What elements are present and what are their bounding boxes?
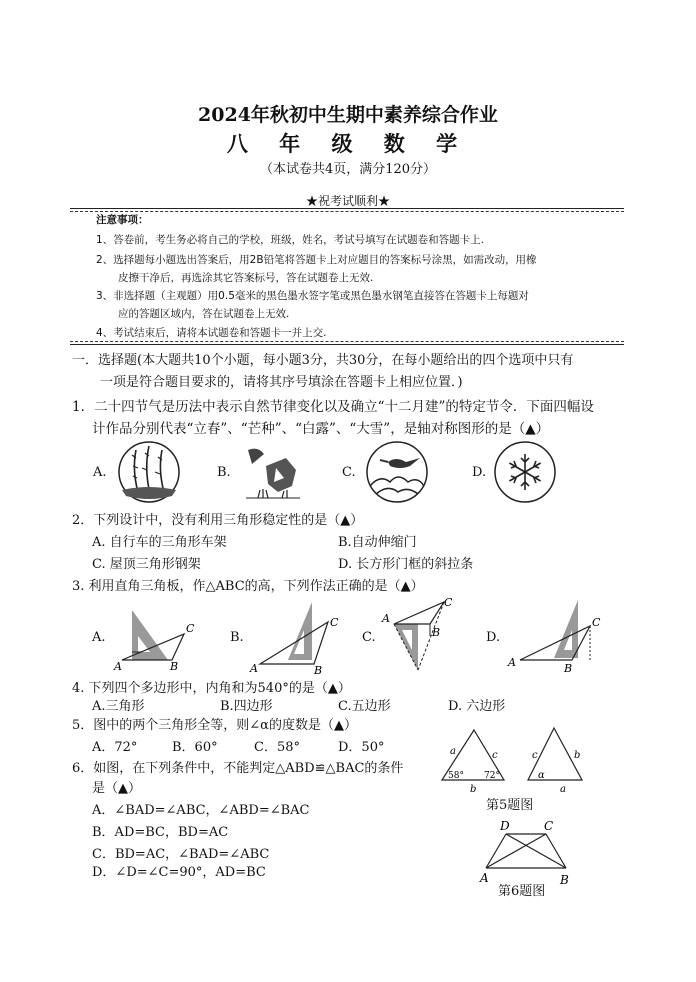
q3-option-d-label: D. bbox=[486, 630, 501, 645]
divider-bottom-dashed bbox=[70, 341, 624, 342]
q5-stem: 5．图中的两个三角形全等，则∠α的度数是（▲） bbox=[72, 718, 357, 733]
section-heading-cont: 一项是符合题目要求的，请将其序号填涂在答题卡上相应位置．) bbox=[100, 375, 463, 390]
divider-top-dashed bbox=[70, 211, 624, 212]
q2-stem: 2．下列设计中，没有利用三角形稳定性的是（▲） bbox=[72, 513, 364, 528]
q3-option-a-label: A. bbox=[92, 630, 106, 645]
exam-info: （本试卷共4页，满分120分） bbox=[259, 162, 437, 177]
q3-point-label: A bbox=[114, 660, 122, 673]
q6-stem-cont: 是（▲） bbox=[92, 781, 141, 796]
q1-option-b-label: B. bbox=[217, 465, 231, 480]
q3-point-label: A bbox=[382, 612, 390, 625]
notice-item: 1、答卷前，考生务必将自己的学校，班级，姓名，考试号填写在试题卷和答题卡上. bbox=[96, 234, 485, 246]
q5-side-label: a bbox=[450, 746, 456, 757]
q1-option-a-label: A. bbox=[93, 465, 107, 480]
q5-side-label: c bbox=[492, 750, 498, 761]
notice-item: 应的答题区域内，答在试题卷上无效. bbox=[118, 308, 290, 320]
q3-point-label: B bbox=[314, 664, 323, 676]
q3-point-label: A bbox=[250, 662, 258, 675]
q4-option-d: D. 六边形 bbox=[448, 699, 506, 714]
q6-figure bbox=[478, 816, 574, 886]
notice-item: 4、考试结束后，请将本试题卷和答题卡一并上交. bbox=[96, 327, 327, 339]
notice-heading: 注意事项： bbox=[96, 214, 149, 226]
q1-image-mangzhong bbox=[238, 440, 308, 504]
exam-subject: 八 年 级 数 学 bbox=[226, 131, 470, 156]
q6-option-a: A．∠BAD=∠ABC，∠ABD=∠BAC bbox=[92, 803, 310, 818]
q3-figure-b bbox=[248, 596, 348, 676]
q6-option-c: C．BD=AC，∠BAD=∠ABC bbox=[92, 847, 270, 862]
q6-point-label: B bbox=[560, 873, 569, 886]
q6-point-label: D bbox=[500, 819, 510, 833]
q6-point-label: A bbox=[480, 871, 489, 885]
q5-figure bbox=[436, 718, 608, 796]
q3-point-label: B bbox=[170, 660, 179, 673]
q3-point-label: C bbox=[330, 616, 339, 629]
q5-option-b: B．60° bbox=[172, 740, 218, 755]
q1-option-d-label: D. bbox=[472, 465, 487, 480]
q3-figure-a bbox=[110, 600, 205, 675]
q3-option-c-label: C. bbox=[362, 630, 376, 645]
q2-option-d: D. 长方形门框的斜拉条 bbox=[338, 557, 474, 572]
divider-top bbox=[70, 208, 624, 209]
divider-bottom bbox=[70, 344, 624, 345]
q6-figure-caption: 第6题图 bbox=[498, 884, 546, 899]
q3-option-b-label: B. bbox=[230, 630, 244, 645]
q6-point-label: C bbox=[544, 819, 554, 833]
exam-title: 2024年秋初中生期中素养综合作业 bbox=[198, 104, 498, 126]
q2-option-c: C. 屋顶三角形钢架 bbox=[92, 557, 201, 572]
q5-side-label: b bbox=[574, 750, 581, 761]
q5-figure-caption: 第5题图 bbox=[486, 798, 534, 813]
q4-option-c: C.五边形 bbox=[338, 699, 391, 714]
q1-option-c-label: C. bbox=[342, 465, 356, 480]
q6-option-d: D．∠D=∠C=90°，AD=BC bbox=[92, 865, 266, 880]
q4-option-a: A.三角形 bbox=[92, 699, 145, 714]
q6-option-b: B．AD=BC，BD=AC bbox=[92, 825, 229, 840]
q5-angle-label: 72° bbox=[484, 771, 500, 781]
q2-option-a: A. 自行车的三角形车架 bbox=[92, 535, 227, 550]
q3-figure-d bbox=[504, 596, 604, 676]
notice-item: 皮擦干净后，再选涂其它答案标号，答在试题卷上无效. bbox=[118, 272, 374, 284]
q5-alpha-label: α bbox=[538, 770, 545, 781]
q5-side-label: c bbox=[532, 750, 538, 761]
q1-image-daxue bbox=[490, 440, 560, 504]
q3-figure-c bbox=[380, 596, 470, 676]
q5-option-c: C．58° bbox=[254, 740, 300, 755]
q5-option-d: D．50° bbox=[338, 740, 385, 755]
notice-item: 2、选择题每小题选出答案后，用2B铅笔将答题卡上对应题目的答案标号涂黑，如需改动，用橡 bbox=[96, 254, 537, 266]
section-heading: 一．选择题(本大题共10个小题，每小题3分，共30分，在每小题给出的四个选项中只有 bbox=[72, 353, 574, 368]
q5-angle-label: 58° bbox=[448, 771, 464, 781]
q3-point-label: A bbox=[508, 656, 516, 669]
q1-stem-cont: 计作品分别代表“立春”、“芒种”、“白露”、“大雪”，是轴对称图形的是（▲） bbox=[92, 421, 550, 437]
q1-image-bailu bbox=[362, 440, 432, 504]
q5-side-label: b bbox=[470, 784, 477, 795]
q1-stem: 1．二十四节气是历法中表示自然节律变化以及确立“十二月建”的特定节令．下面四幅设 bbox=[72, 399, 594, 415]
q3-point-label: C bbox=[592, 616, 601, 629]
q3-point-label: B bbox=[432, 626, 441, 639]
q3-point-label: C bbox=[186, 622, 195, 635]
q2-option-b: B.自动伸缩门 bbox=[338, 535, 417, 550]
q3-point-label: B bbox=[564, 662, 573, 675]
q5-option-a: A．72° bbox=[92, 740, 138, 755]
q6-stem: 6．如图，在下列条件中，不能判定△ABD≌△BAC的条件 bbox=[72, 761, 404, 776]
good-luck-line: ★祝考试顺利★ bbox=[305, 194, 390, 208]
notice-item: 3、非选择题（主观题）用0.5毫米的黑色墨水签字笔或黑色墨水钢笔直接答在答题卡上每题对 bbox=[96, 290, 529, 302]
q5-side-label: a bbox=[560, 784, 566, 795]
q1-image-lichun bbox=[114, 440, 184, 504]
q4-stem: 4. 下列四个多边形中，内角和为540°的是（▲） bbox=[72, 681, 351, 696]
q3-stem: 3. 利用直角三角板，作△ABC的高，下列作法正确的是（▲） bbox=[72, 579, 424, 594]
q3-point-label: C bbox=[444, 596, 453, 609]
q4-option-b: B.四边形 bbox=[220, 699, 273, 714]
